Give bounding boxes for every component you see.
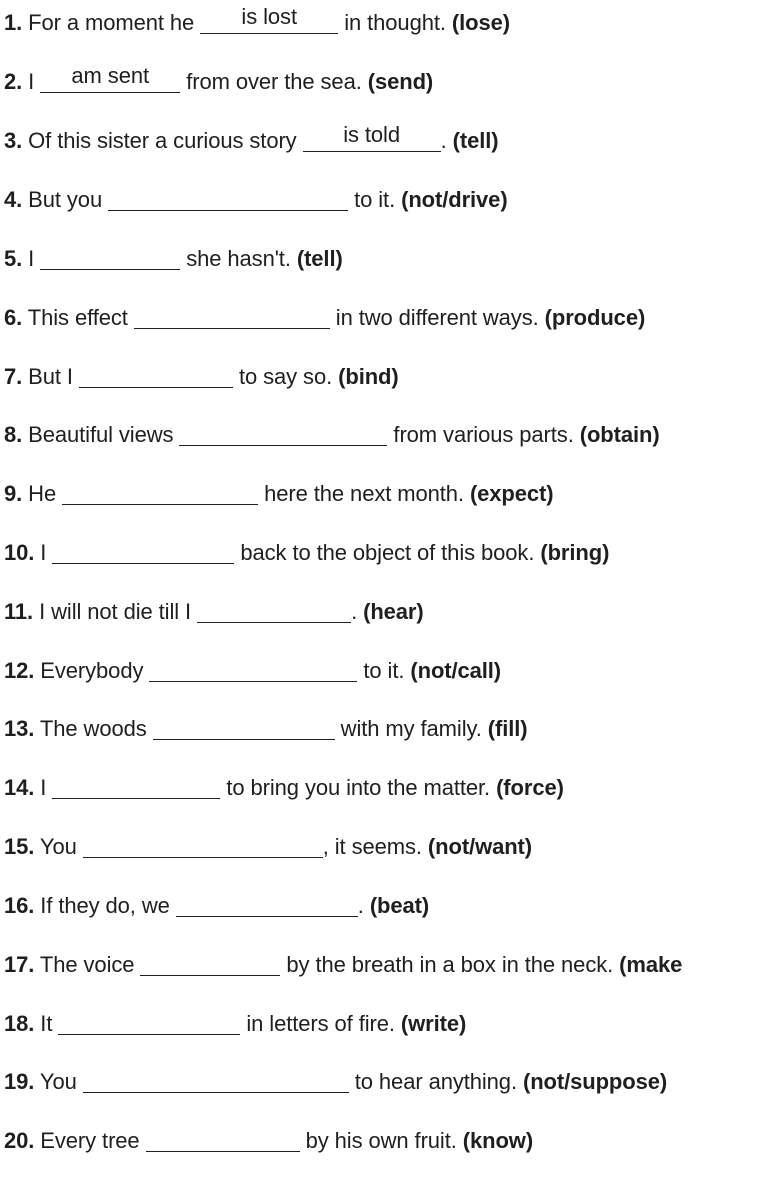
item-number: 20. (4, 1128, 35, 1153)
verb-hint: (fill) (487, 716, 528, 741)
answer-blank[interactable] (108, 183, 348, 217)
answer-blank[interactable] (79, 360, 233, 394)
sentence-start: But I (22, 364, 79, 389)
item-number: 8. (4, 422, 23, 447)
exercise-item-8 (4, 418, 764, 452)
verb-hint: (hear) (363, 599, 424, 624)
item-number: 11. (4, 599, 34, 624)
answer-blank[interactable] (176, 889, 358, 923)
exercise-item-11 (4, 595, 764, 629)
sentence-end: to bring you into the matter. (220, 775, 497, 800)
sentence-end: with my family. (334, 716, 488, 741)
exercise-item-19 (4, 1065, 764, 1099)
sentence-end: here the next month. (258, 481, 470, 506)
sentence-start: Everybody (34, 658, 150, 683)
answer-blank[interactable] (140, 948, 280, 982)
sentence-end: in thought. (338, 10, 452, 35)
item-number: 14. (4, 775, 35, 800)
answer-blank[interactable] (83, 830, 323, 864)
sentence-start: He (22, 481, 63, 506)
sentence-start: But you (22, 187, 109, 212)
sentence-end: . (440, 128, 453, 153)
item-number: 9. (4, 481, 23, 506)
verb-hint: (not/call) (410, 658, 502, 683)
verb-hint: (not/suppose) (522, 1069, 668, 1094)
sentence-start: I (34, 540, 53, 565)
verb-hint: (write) (400, 1011, 467, 1036)
item-number: 3. (4, 128, 23, 153)
sentence-end: she hasn't. (180, 246, 297, 271)
verb-hint: (produce) (544, 305, 646, 330)
item-number: 4. (4, 187, 23, 212)
sentence-end: . (357, 893, 370, 918)
answer-blank[interactable] (197, 595, 351, 629)
verb-hint: (force) (496, 775, 564, 800)
sentence-start: Beautiful views (22, 422, 180, 447)
sentence-end: by the breath in a box in the neck. (280, 952, 620, 977)
answer-blank[interactable] (52, 536, 234, 570)
sentence-end: in letters of fire. (240, 1011, 401, 1036)
verb-hint: (know) (462, 1128, 534, 1153)
item-number: 6. (4, 305, 23, 330)
exercise-item-17 (4, 948, 764, 982)
answer-blank[interactable] (303, 124, 441, 158)
exercise-item-16 (4, 889, 764, 923)
answer-blank[interactable] (58, 1007, 240, 1041)
answer-blank[interactable] (40, 242, 180, 276)
answer-blank[interactable] (153, 712, 335, 746)
sentence-start: Of this sister a curious story (22, 128, 303, 153)
sentence-end: . (351, 599, 364, 624)
exercise-item-4 (4, 183, 764, 217)
sentence-start: Every tree (34, 1128, 146, 1153)
item-number: 2. (4, 69, 23, 94)
sentence-end: back to the object of this book. (234, 540, 541, 565)
sentence-end: to it. (357, 658, 411, 683)
item-number: 5. (4, 246, 23, 271)
answer-blank[interactable] (83, 1065, 349, 1099)
answer-blank[interactable] (179, 418, 387, 452)
exercise-item-15 (4, 830, 764, 864)
sentence-start: I (22, 69, 41, 94)
verb-hint: (obtain) (579, 422, 660, 447)
sentence-end: to say so. (232, 364, 339, 389)
answer-blank[interactable] (134, 301, 330, 335)
verb-hint: (not/want) (427, 834, 533, 859)
exercise-item-9 (4, 477, 764, 511)
sentence-start: For a moment he (22, 10, 201, 35)
exercise-item-5 (4, 242, 764, 276)
item-number: 12. (4, 658, 35, 683)
sentence-end: from various parts. (387, 422, 580, 447)
sentence-start: I will not die till I (33, 599, 198, 624)
answer-blank[interactable] (149, 654, 357, 688)
item-number: 15. (4, 834, 35, 859)
exercise-item-10 (4, 536, 764, 570)
sentence-start: You (34, 1069, 83, 1094)
verb-hint: (send) (367, 69, 434, 94)
item-number: 7. (4, 364, 23, 389)
answer-blank[interactable] (40, 65, 180, 99)
exercise-item-14 (4, 771, 764, 805)
sentence-end: by his own fruit. (299, 1128, 463, 1153)
answer-blank[interactable] (52, 771, 220, 805)
sentence-end: from over the sea. (180, 69, 368, 94)
sentence-end: to hear anything. (348, 1069, 523, 1094)
exercise-item-13 (4, 712, 764, 746)
verb-hint: (expect) (469, 481, 554, 506)
verb-hint: (bring) (540, 540, 610, 565)
answer-text: is lost (241, 4, 297, 29)
exercise-item-2 (4, 65, 764, 99)
sentence-start: The woods (34, 716, 153, 741)
sentence-end: to it. (348, 187, 402, 212)
verb-hint: (tell) (296, 246, 343, 271)
sentence-start: The voice (34, 952, 141, 977)
item-number: 10. (4, 540, 35, 565)
sentence-start: If they do, we (34, 893, 176, 918)
item-number: 17. (4, 952, 35, 977)
sentence-end: in two different ways. (329, 305, 545, 330)
sentence-start: You (34, 834, 83, 859)
answer-text: is told (343, 122, 400, 147)
sentence-start: I (22, 246, 41, 271)
item-number: 19. (4, 1069, 35, 1094)
exercise-item-3 (4, 124, 764, 158)
exercise-item-1 (4, 6, 764, 40)
exercise-item-7 (4, 360, 764, 394)
item-number: 13. (4, 716, 35, 741)
exercise-item-18 (4, 1007, 764, 1041)
item-number: 18. (4, 1011, 35, 1036)
sentence-start: I (34, 775, 53, 800)
exercise-item-12 (4, 654, 764, 688)
item-number: 1. (4, 10, 23, 35)
verb-hint: (tell) (452, 128, 499, 153)
sentence-start: This effect (22, 305, 134, 330)
answer-blank[interactable] (62, 477, 258, 511)
verb-hint: (lose) (451, 10, 510, 35)
answer-blank[interactable] (200, 6, 338, 40)
item-number: 16. (4, 893, 35, 918)
verb-hint: (bind) (338, 364, 399, 389)
verb-hint: (not/drive) (401, 187, 508, 212)
sentence-end: , it seems. (322, 834, 428, 859)
verb-hint: (beat) (369, 893, 430, 918)
exercise-item-6 (4, 301, 764, 335)
answer-text: am sent (71, 63, 149, 88)
sentence-start: It (34, 1011, 59, 1036)
answer-blank[interactable] (146, 1124, 300, 1158)
exercise-item-20 (4, 1124, 764, 1158)
verb-hint: (make (619, 952, 683, 977)
